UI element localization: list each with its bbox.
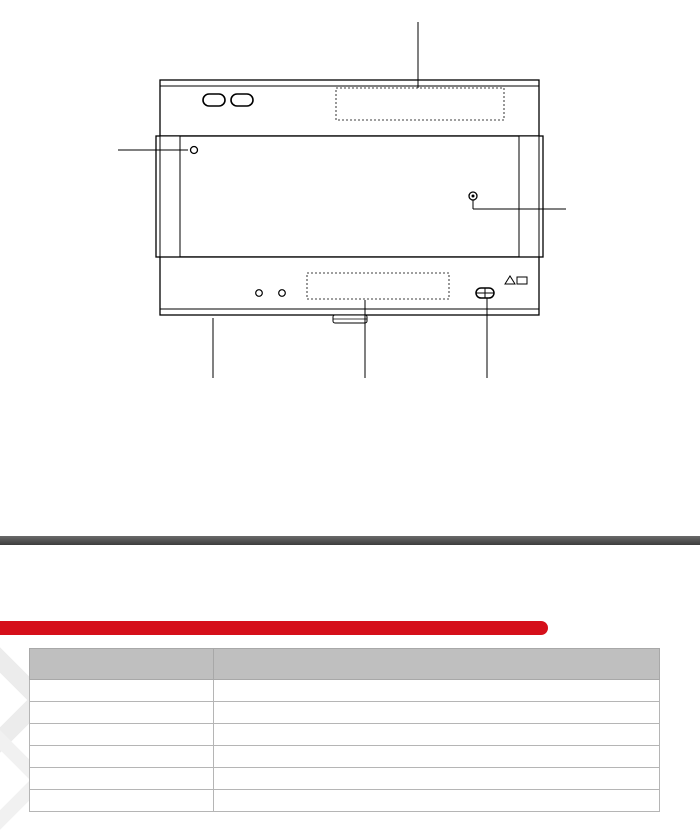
row-description bbox=[214, 680, 660, 702]
row-description bbox=[214, 724, 660, 746]
row-number bbox=[30, 724, 214, 746]
component-table bbox=[29, 648, 660, 812]
accent-red-bar bbox=[0, 621, 548, 635]
table-row bbox=[30, 702, 660, 724]
table-row bbox=[30, 768, 660, 790]
manual-icon bbox=[517, 277, 527, 284]
rj45-port-icon bbox=[203, 94, 225, 106]
row-description bbox=[214, 790, 660, 812]
row-number bbox=[30, 746, 214, 768]
row-number bbox=[30, 768, 214, 790]
table-row bbox=[30, 680, 660, 702]
table-row bbox=[30, 746, 660, 768]
row-number bbox=[30, 790, 214, 812]
row-description bbox=[214, 746, 660, 768]
row-number bbox=[30, 680, 214, 702]
lan-led-icon bbox=[256, 290, 263, 297]
power-led-icon bbox=[191, 147, 198, 154]
header-description bbox=[214, 649, 660, 680]
lan-led-icon bbox=[279, 290, 286, 297]
header-no bbox=[30, 649, 214, 680]
rj45-port-icon bbox=[231, 94, 253, 106]
page-divider-bar bbox=[0, 536, 700, 545]
row-number bbox=[30, 702, 214, 724]
row-description bbox=[214, 768, 660, 790]
table-row bbox=[30, 724, 660, 746]
table-row bbox=[30, 790, 660, 812]
row-description bbox=[214, 702, 660, 724]
table-header-row bbox=[30, 649, 660, 680]
